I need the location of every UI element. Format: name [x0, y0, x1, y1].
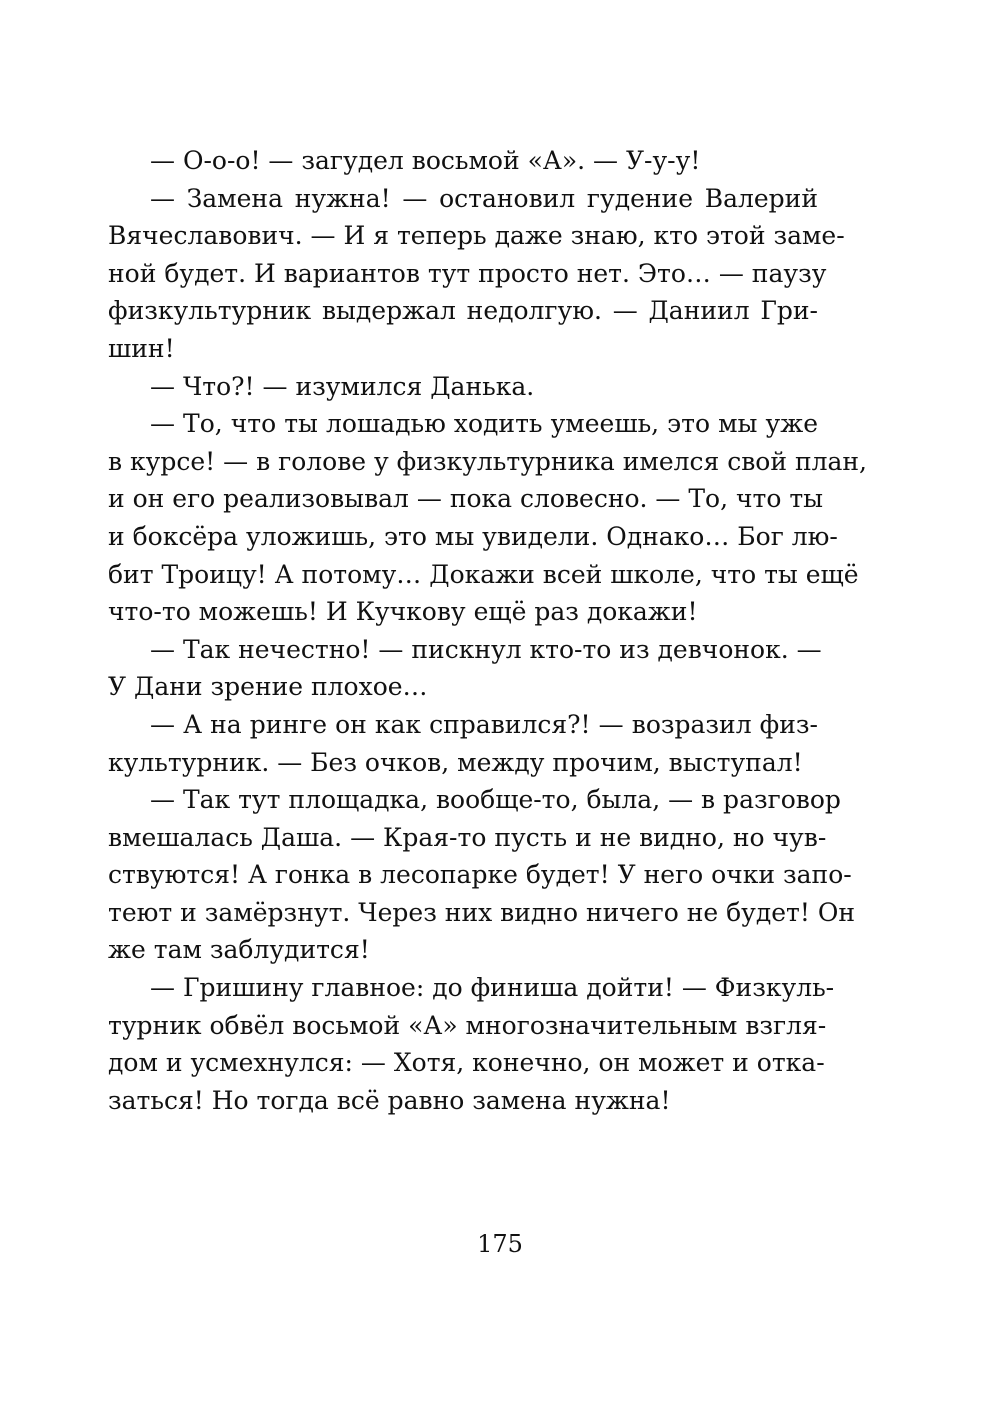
text-line: — Гришину главное: до финиша дойти! — Физкуль- — [150, 973, 835, 1003]
text-line: бит Троицу! А потому… Докажи всей школе, что ты ещё — [108, 559, 859, 589]
text-line: — То, что ты лошадью ходить умеешь, это мы уже — [150, 409, 818, 439]
text-line: — Так нечестно! — пискнул кто-то из девчонок. — — [150, 634, 822, 664]
text-line: дом и усмехнулся: — Хотя, конечно, он может и отка- — [108, 1048, 825, 1078]
page-number: 175 — [477, 1230, 523, 1258]
text-line: ствуются! А гонка в лесопарке будет! У него очки запо- — [108, 860, 852, 890]
text-line: теют и замёрзнут. Через них видно ничего не будет! Он — [108, 897, 856, 927]
text-line: турник обвёл восьмой «А» многозначительным взгля- — [108, 1010, 827, 1040]
text-line: — Что?! — изумился Данька. — [150, 371, 535, 401]
text-line: Вячеславович. — И я теперь даже знаю, кто этой заме- — [108, 221, 845, 251]
body-text — [108, 142, 868, 1119]
text-line: же там заблудится! — [108, 935, 370, 965]
text-line: и боксёра уложишь, это мы увидели. Однако… Бог лю- — [108, 521, 838, 551]
text-line: У Дани зрение плохое… — [108, 672, 428, 702]
text-line: и он его реализовывал — пока словесно. — То, что ты — [108, 484, 824, 514]
text-line: заться! Но тогда всё равно замена нужна! — [108, 1085, 671, 1115]
text-line: ной будет. И вариантов тут просто нет. Это… — паузу — [108, 258, 827, 288]
text-line: — А на ринге он как справился?! — возразил физ- — [150, 709, 818, 739]
text-line: в курсе! — в голове у физкультурника имелся свой план, — [108, 446, 868, 476]
text-line: вмешалась Даша. — Края-то пусть и не видно, но чув- — [108, 822, 827, 852]
text-line: — Так тут площадка, вообще-то, была, — в разговор — [150, 785, 841, 815]
text-line: что-то можешь! И Кучкову ещё раз докажи! — [108, 597, 698, 627]
text-line: шин! — [108, 333, 175, 363]
text-line: культурник. — Без очков, между прочим, выступал! — [108, 747, 803, 777]
text-line: — О-о-о! — загудел восьмой «А». — У-у-у! — [150, 146, 701, 175]
text-line: физкультурник выдержал недолгую. — Даниил Гри- — [108, 296, 818, 326]
text-line: — Замена нужна! — остановил гудение Валерий — [150, 183, 818, 213]
